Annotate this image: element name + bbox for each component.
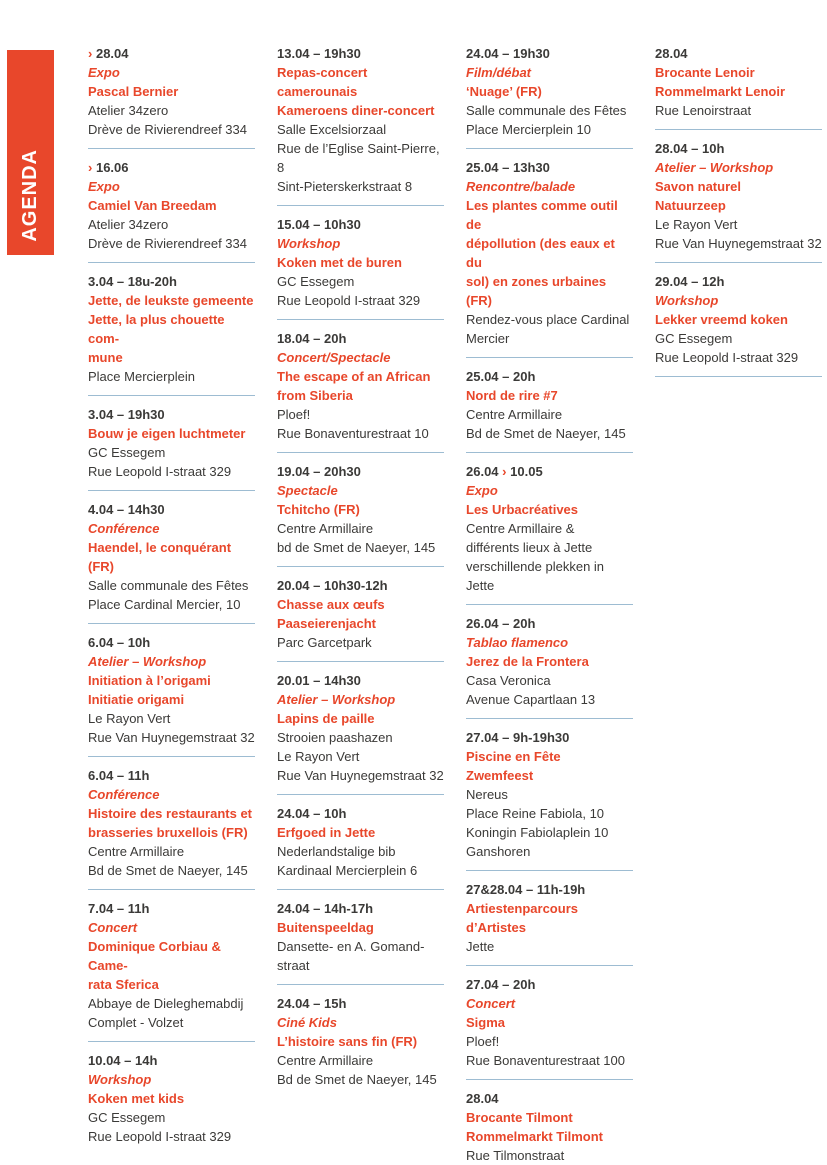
event-entry	[88, 272, 255, 386]
event-detail: bd de Smet de Naeyer, 145	[277, 540, 436, 555]
event-detail: Place Mercierplein 10	[466, 122, 592, 137]
event-title: brasseries bruxellois (FR)	[88, 825, 248, 840]
event-detail: Rue Van Huynegemstraat 32	[88, 730, 255, 745]
event-entry	[277, 329, 444, 443]
date-text: 26.04 – 20h	[466, 616, 536, 631]
event-title: Lapins de paille	[277, 711, 375, 726]
event-entry	[466, 880, 633, 956]
event-title: L’histoire sans fin (FR)	[277, 1034, 418, 1049]
event-title: Histoire des restaurants et	[88, 806, 253, 821]
event-detail: Koningin Fabiolaplein 10	[466, 825, 609, 840]
date-text: 24.04 – 14h-17h	[277, 901, 374, 916]
event-detail: Rendez-vous place Cardinal	[466, 312, 630, 327]
event-detail: Centre Armillaire &	[466, 521, 575, 536]
event-detail: Kardinaal Mercierplein 6	[277, 863, 418, 878]
event-detail: Casa Veronica	[466, 673, 551, 688]
date-text: 3.04 – 19h30	[88, 407, 165, 422]
event-date	[466, 44, 633, 63]
date-text: 26.04	[466, 464, 499, 479]
event-detail: Rue de l’Eglise Saint-Pierre, 8	[277, 141, 440, 175]
date-text: 29.04 – 12h	[655, 274, 725, 289]
event-entry	[466, 975, 633, 1070]
event-entry	[88, 500, 255, 614]
separator	[88, 395, 255, 396]
event-detail: Salle communale des Fêtes	[466, 103, 627, 118]
event-title: ‘Nuage’ (FR)	[466, 84, 542, 99]
event-category: Expo	[88, 65, 120, 80]
event-title: Jette, la plus chouette com-	[88, 312, 225, 346]
event-entry	[88, 158, 255, 253]
event-category: Atelier – Workshop	[88, 654, 207, 669]
event-category: Atelier – Workshop	[277, 692, 396, 707]
event-title: Rommelmarkt Lenoir	[655, 84, 786, 99]
event-title: Buitenspeeldag	[277, 920, 374, 935]
event-date	[277, 215, 444, 234]
event-category: Concert	[466, 996, 516, 1011]
separator	[277, 566, 444, 567]
event-detail: Abbaye de Dieleghemabdij	[88, 996, 244, 1011]
agenda-columns	[88, 44, 822, 1165]
date-text: 18.04 – 20h	[277, 331, 347, 346]
event-detail: Bd de Smet de Naeyer, 145	[277, 1072, 437, 1087]
date-text: 3.04 – 18u-20h	[88, 274, 177, 289]
separator	[466, 452, 633, 453]
event-date	[466, 880, 633, 899]
event-title: Initiation à l’origami	[88, 673, 211, 688]
event-title: Piscine en Fête	[466, 749, 561, 764]
date-text: 20.01 – 14h30	[277, 673, 361, 688]
event-detail: Nederlandstalige bib	[277, 844, 396, 859]
event-title: Pascal Bernier	[88, 84, 179, 99]
event-detail: Rue Tilmonstraat	[466, 1148, 565, 1163]
separator	[88, 1041, 255, 1042]
event-entry	[466, 728, 633, 861]
event-entry	[277, 994, 444, 1089]
separator	[277, 452, 444, 453]
event-detail: verschillende plekken in Jette	[466, 559, 605, 593]
event-detail: Rue Van Huynegemstraat 32	[655, 236, 822, 251]
event-title: Nord de rire #7	[466, 388, 558, 403]
event-date	[88, 272, 255, 291]
event-title: Lekker vreemd koken	[655, 312, 788, 327]
date-text: 27.04 – 9h-19h30	[466, 730, 570, 745]
event-detail: Centre Armillaire	[88, 844, 185, 859]
event-date	[466, 158, 633, 177]
event-date	[277, 994, 444, 1013]
event-date	[277, 804, 444, 823]
event-detail: Bd de Smet de Naeyer, 145	[466, 426, 626, 441]
event-entry	[655, 44, 822, 120]
event-detail: GC Essegem	[88, 1110, 166, 1125]
event-entry	[277, 576, 444, 652]
event-date	[88, 899, 255, 918]
date-text: 19.04 – 20h30	[277, 464, 361, 479]
date-text: 24.04 – 15h	[277, 996, 347, 1011]
event-title: Natuurzeep	[655, 198, 726, 213]
separator	[277, 319, 444, 320]
event-title: sol) en zones urbaines (FR)	[466, 274, 607, 308]
event-entry	[277, 462, 444, 557]
event-entry	[88, 899, 255, 1032]
event-date	[88, 405, 255, 424]
event-date	[466, 367, 633, 386]
event-detail: Atelier 34zero	[88, 103, 169, 118]
event-detail: Bd de Smet de Naeyer, 145	[88, 863, 248, 878]
event-title: Artiestenparcours d’Artistes	[466, 901, 578, 935]
event-detail: Ploef!	[466, 1034, 500, 1049]
event-date	[88, 633, 255, 652]
separator	[277, 205, 444, 206]
event-detail: Atelier 34zero	[88, 217, 169, 232]
event-detail: Salle Excelsiorzaal	[277, 122, 387, 137]
separator	[466, 1079, 633, 1080]
separator	[88, 756, 255, 757]
event-detail: Place Cardinal Mercier, 10	[88, 597, 241, 612]
event-entry	[466, 158, 633, 348]
date-text: 10.04 – 14h	[88, 1053, 158, 1068]
event-category: Spectacle	[277, 483, 338, 498]
event-date	[277, 44, 444, 63]
event-category: Workshop	[277, 236, 341, 251]
event-detail: Rue Van Huynegemstraat 32	[277, 768, 444, 783]
event-title: from Siberia	[277, 388, 353, 403]
date-text: 15.04 – 10h30	[277, 217, 361, 232]
event-detail: Parc Garcetpark	[277, 635, 372, 650]
event-title: Brocante Lenoir	[655, 65, 755, 80]
separator	[88, 148, 255, 149]
event-date	[655, 139, 822, 158]
separator	[655, 129, 822, 130]
event-detail: straat	[277, 958, 310, 973]
separator	[466, 965, 633, 966]
event-entry	[466, 462, 633, 595]
event-date	[88, 44, 255, 63]
agenda-column-3	[466, 44, 633, 1165]
event-title: Haendel, le conquérant (FR)	[88, 540, 232, 574]
event-category: Tablao flamenco	[466, 635, 569, 650]
date-text: 20.04 – 10h30-12h	[277, 578, 388, 593]
date-text: 28.04 – 10h	[655, 141, 725, 156]
event-detail: Strooien paashazen	[277, 730, 393, 745]
event-detail: Ploef!	[277, 407, 311, 422]
event-title: Savon naturel	[655, 179, 741, 194]
event-detail: Drève de Rivierendreef 334	[88, 122, 247, 137]
event-detail: Salle communale des Fêtes	[88, 578, 249, 593]
event-date	[88, 500, 255, 519]
event-detail: Mercier	[466, 331, 510, 346]
event-title: Sigma	[466, 1015, 506, 1030]
event-category: Expo	[466, 483, 498, 498]
date-text: 24.04 – 19h30	[466, 46, 550, 61]
event-detail: Place Mercierplein	[88, 369, 195, 384]
event-title: Rommelmarkt Tilmont	[466, 1129, 604, 1144]
separator	[466, 604, 633, 605]
event-detail: Rue Leopold I-straat 329	[88, 464, 232, 479]
event-category: Rencontre/balade	[466, 179, 576, 194]
event-entry	[277, 671, 444, 785]
event-date	[466, 975, 633, 994]
event-title: Chasse aux œufs	[277, 597, 385, 612]
event-detail: Le Rayon Vert	[277, 749, 360, 764]
date-text: 4.04 – 14h30	[88, 502, 165, 517]
event-entry	[655, 272, 822, 367]
event-date	[466, 614, 633, 633]
event-date	[277, 329, 444, 348]
event-detail: Avenue Capartlaan 13	[466, 692, 596, 707]
date-text: 16.06	[95, 160, 129, 175]
separator	[88, 490, 255, 491]
event-entry	[88, 633, 255, 747]
event-entry	[88, 1051, 255, 1146]
event-title: mune	[88, 350, 123, 365]
event-detail: GC Essegem	[277, 274, 355, 289]
event-title: Camiel Van Breedam	[88, 198, 217, 213]
event-entry	[277, 899, 444, 975]
date-text: 24.04 – 10h	[277, 806, 347, 821]
agenda-column-2	[277, 44, 444, 1165]
event-title: Erfgoed in Jette	[277, 825, 376, 840]
agenda-banner-label: AGENDA	[19, 149, 41, 242]
event-category: Ciné Kids	[277, 1015, 337, 1030]
event-detail: Place Reine Fabiola, 10	[466, 806, 605, 821]
date-text: 25.04 – 20h	[466, 369, 536, 384]
event-title: Tchitcho (FR)	[277, 502, 360, 517]
event-category: Conférence	[88, 521, 160, 536]
agenda-banner	[7, 50, 54, 255]
event-detail: Sint-Pieterskerkstraat 8	[277, 179, 413, 194]
event-category: Film/débat	[466, 65, 532, 80]
separator	[277, 984, 444, 985]
chevron-icon: ›	[88, 160, 93, 175]
event-entry	[88, 766, 255, 880]
event-date	[466, 728, 633, 747]
event-date	[655, 272, 822, 291]
event-detail: Le Rayon Vert	[88, 711, 171, 726]
event-entry	[277, 804, 444, 880]
event-detail: Rue Bonaventurestraat 100	[466, 1053, 625, 1068]
event-title: Brocante Tilmont	[466, 1110, 573, 1125]
separator	[466, 718, 633, 719]
event-title: Kameroens diner-concert	[277, 103, 435, 118]
event-entry	[466, 1089, 633, 1165]
event-detail: Rue Lenoirstraat	[655, 103, 752, 118]
event-date	[277, 671, 444, 690]
event-title: Dominique Corbiau & Came-	[88, 939, 221, 973]
event-title: Koken met de buren	[277, 255, 402, 270]
event-detail: Jette	[466, 939, 495, 954]
event-entry	[466, 367, 633, 443]
separator	[466, 870, 633, 871]
event-category: Expo	[88, 179, 120, 194]
separator	[88, 889, 255, 890]
agenda-column-1	[88, 44, 255, 1165]
date-text: 25.04 – 13h30	[466, 160, 550, 175]
event-entry	[277, 215, 444, 310]
separator	[88, 262, 255, 263]
event-entry	[88, 44, 255, 139]
agenda-column-4	[655, 44, 822, 1165]
event-detail: GC Essegem	[88, 445, 166, 460]
event-date	[277, 576, 444, 595]
event-category: Workshop	[655, 293, 719, 308]
event-title: Zwemfeest	[466, 768, 534, 783]
date-text: 6.04 – 11h	[88, 768, 150, 783]
event-detail: Nereus	[466, 787, 508, 802]
date-text: 13.04 – 19h30	[277, 46, 361, 61]
event-title: The escape of an African	[277, 369, 431, 384]
event-category: Concert/Spectacle	[277, 350, 391, 365]
event-detail: Ganshoren	[466, 844, 531, 859]
event-date	[277, 899, 444, 918]
event-date	[277, 462, 444, 481]
event-detail: différents lieux à Jette	[466, 540, 593, 555]
event-title: Repas-concert camerounais	[277, 65, 368, 99]
event-category: Conférence	[88, 787, 160, 802]
event-title: Les Urbacréatives	[466, 502, 579, 517]
event-title: rata Sferica	[88, 977, 159, 992]
event-detail: Rue Leopold I-straat 329	[277, 293, 421, 308]
event-title: Les plantes comme outil de	[466, 198, 618, 232]
event-title: Jette, de leukste gemeente	[88, 293, 254, 308]
event-title: Koken met kids	[88, 1091, 185, 1106]
separator	[277, 794, 444, 795]
event-detail: Complet - Volzet	[88, 1015, 184, 1030]
event-entry	[655, 139, 822, 253]
event-detail: Centre Armillaire	[466, 407, 563, 422]
event-date	[466, 462, 633, 481]
event-title: Paaseierenjacht	[277, 616, 377, 631]
date-text: 27&28.04 – 11h-19h	[466, 882, 586, 897]
event-entry	[466, 614, 633, 709]
date-text: 6.04 – 10h	[88, 635, 151, 650]
event-date	[88, 158, 255, 177]
event-category: Workshop	[88, 1072, 152, 1087]
event-detail: GC Essegem	[655, 331, 733, 346]
event-entry	[277, 44, 444, 196]
event-date	[88, 1051, 255, 1070]
separator	[655, 262, 822, 263]
separator	[466, 148, 633, 149]
date-text: 28.04	[466, 1091, 499, 1106]
separator	[277, 889, 444, 890]
separator	[655, 376, 822, 377]
date-text: 27.04 – 20h	[466, 977, 536, 992]
event-date	[466, 1089, 633, 1108]
event-detail: Centre Armillaire	[277, 521, 374, 536]
event-detail: Dansette- en A. Gomand-	[277, 939, 425, 954]
separator	[277, 661, 444, 662]
event-category: Concert	[88, 920, 138, 935]
event-detail: Centre Armillaire	[277, 1053, 374, 1068]
event-detail: Rue Leopold I-straat 329	[88, 1129, 232, 1144]
event-date	[655, 44, 822, 63]
event-entry	[466, 44, 633, 139]
date-text: 28.04	[95, 46, 129, 61]
event-detail: Rue Bonaventurestraat 10	[277, 426, 429, 441]
event-entry	[88, 405, 255, 481]
event-date	[88, 766, 255, 785]
event-title: Bouw je eigen luchtmeter	[88, 426, 246, 441]
event-title: Jerez de la Frontera	[466, 654, 589, 669]
date-text: 10.05	[510, 464, 543, 479]
event-detail: Rue Leopold I-straat 329	[655, 350, 799, 365]
event-detail: Drève de Rivierendreef 334	[88, 236, 247, 251]
separator	[88, 623, 255, 624]
date-text: 28.04	[655, 46, 688, 61]
date-text: 7.04 – 11h	[88, 901, 150, 916]
chevron-icon: ›	[88, 46, 93, 61]
separator	[466, 357, 633, 358]
event-category: Atelier – Workshop	[655, 160, 774, 175]
event-title: Initiatie origami	[88, 692, 185, 707]
event-detail: Le Rayon Vert	[655, 217, 738, 232]
event-title: dépollution (des eaux et du	[466, 236, 615, 270]
chevron-icon: ›	[502, 464, 507, 479]
